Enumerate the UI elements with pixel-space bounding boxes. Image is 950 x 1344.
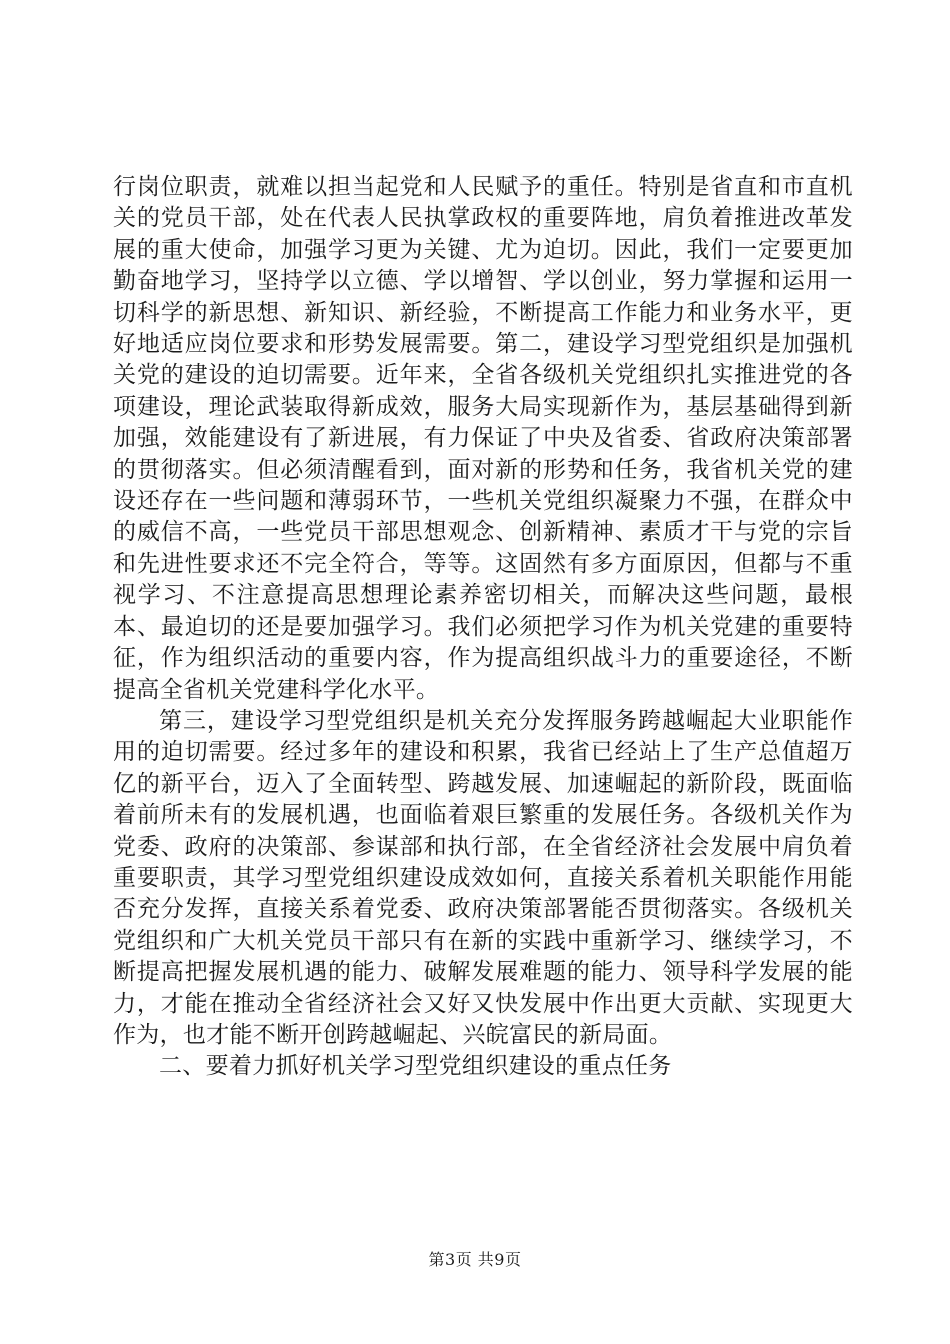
paragraph-continuation: 行岗位职责，就难以担当起党和人民赋予的重任。特别是省直和市直机关的党员干部，处在代表人民执掌政权的重要阵地，肩负着推进改革发展的重大使命，加强学习更为关键、尤为迫切。因此，我们一定要更加勤奋地学习，坚持学以立德、学以增智、学以创业，努力掌握和运用一切科学的新思想、新知识、新经验，不断提高工作能力和业务水平，更好地适应岗位要求和形势发展需要。第二，建设学习型党组织是加强机关党的建设的迫切需要。近年来，全省各级机关党组织扎实推进党的各项建设，理论武装取得新成效，服务大局实现新作为，基层基础得到新加强，效能建设有了新进展，有力保证了中央及省委、省政府决策部署的贯彻落实。但必须清醒看到，面对新的形势和任务，我省机关党的建设还存在一些问题和薄弱环节，一些机关党组织凝聚力不强，在群众中的威信不高，一些党员干部思想观念、创新精神、素质才干与党的宗旨和先进性要求还不完全符合，等等。这固然有多方面原因，但都与不重视学习、不注意提高思想理论素养密切相关，而解决这些问题，最根本、最迫切的还是要加强学习。我们必须把学习作为机关党建的重要特征，作为组织活动的重要内容，作为提高组织战斗力的重要途径，不断提高全省机关党建科学化水平。	[113, 174, 853, 703]
page-number-footer: 第3页 共9页	[428, 1250, 522, 1269]
document-body	[113, 172, 853, 1083]
paragraph-third-point: 第三，建设学习型党组织是机关充分发挥服务跨越崛起大业职能作用的迫切需要。经过多年的建设和积累，我省已经站上了生产总值超万亿的新平台，迈入了全面转型、跨越发展、加速崛起的新阶段，既面临着前所未有的发展机遇，也面临着艰巨繁重的发展任务。各级机关作为党委、政府的决策部、参谋部和执行部，在全省经济社会发展中肩负着重要职责，其学习型党组织建设成效如何，直接关系着机关职能作用能否充分发挥，直接关系着党委、政府决策部署能否贯彻落实。各级机关党组织和广大机关党员干部只有在新的实践中重新学习、继续学习，不断提高把握发展机遇的能力、破解发展难题的能力、领导科学发展的能力，才能在推动全省经济社会又好又快发展中作出更大贡献、实现更大作为，也才能不断开创跨越崛起、兴皖富民的新局面。	[113, 707, 853, 1048]
section-heading: 二、要着力抓好机关学习型党组织建设的重点任务	[159, 1053, 672, 1080]
